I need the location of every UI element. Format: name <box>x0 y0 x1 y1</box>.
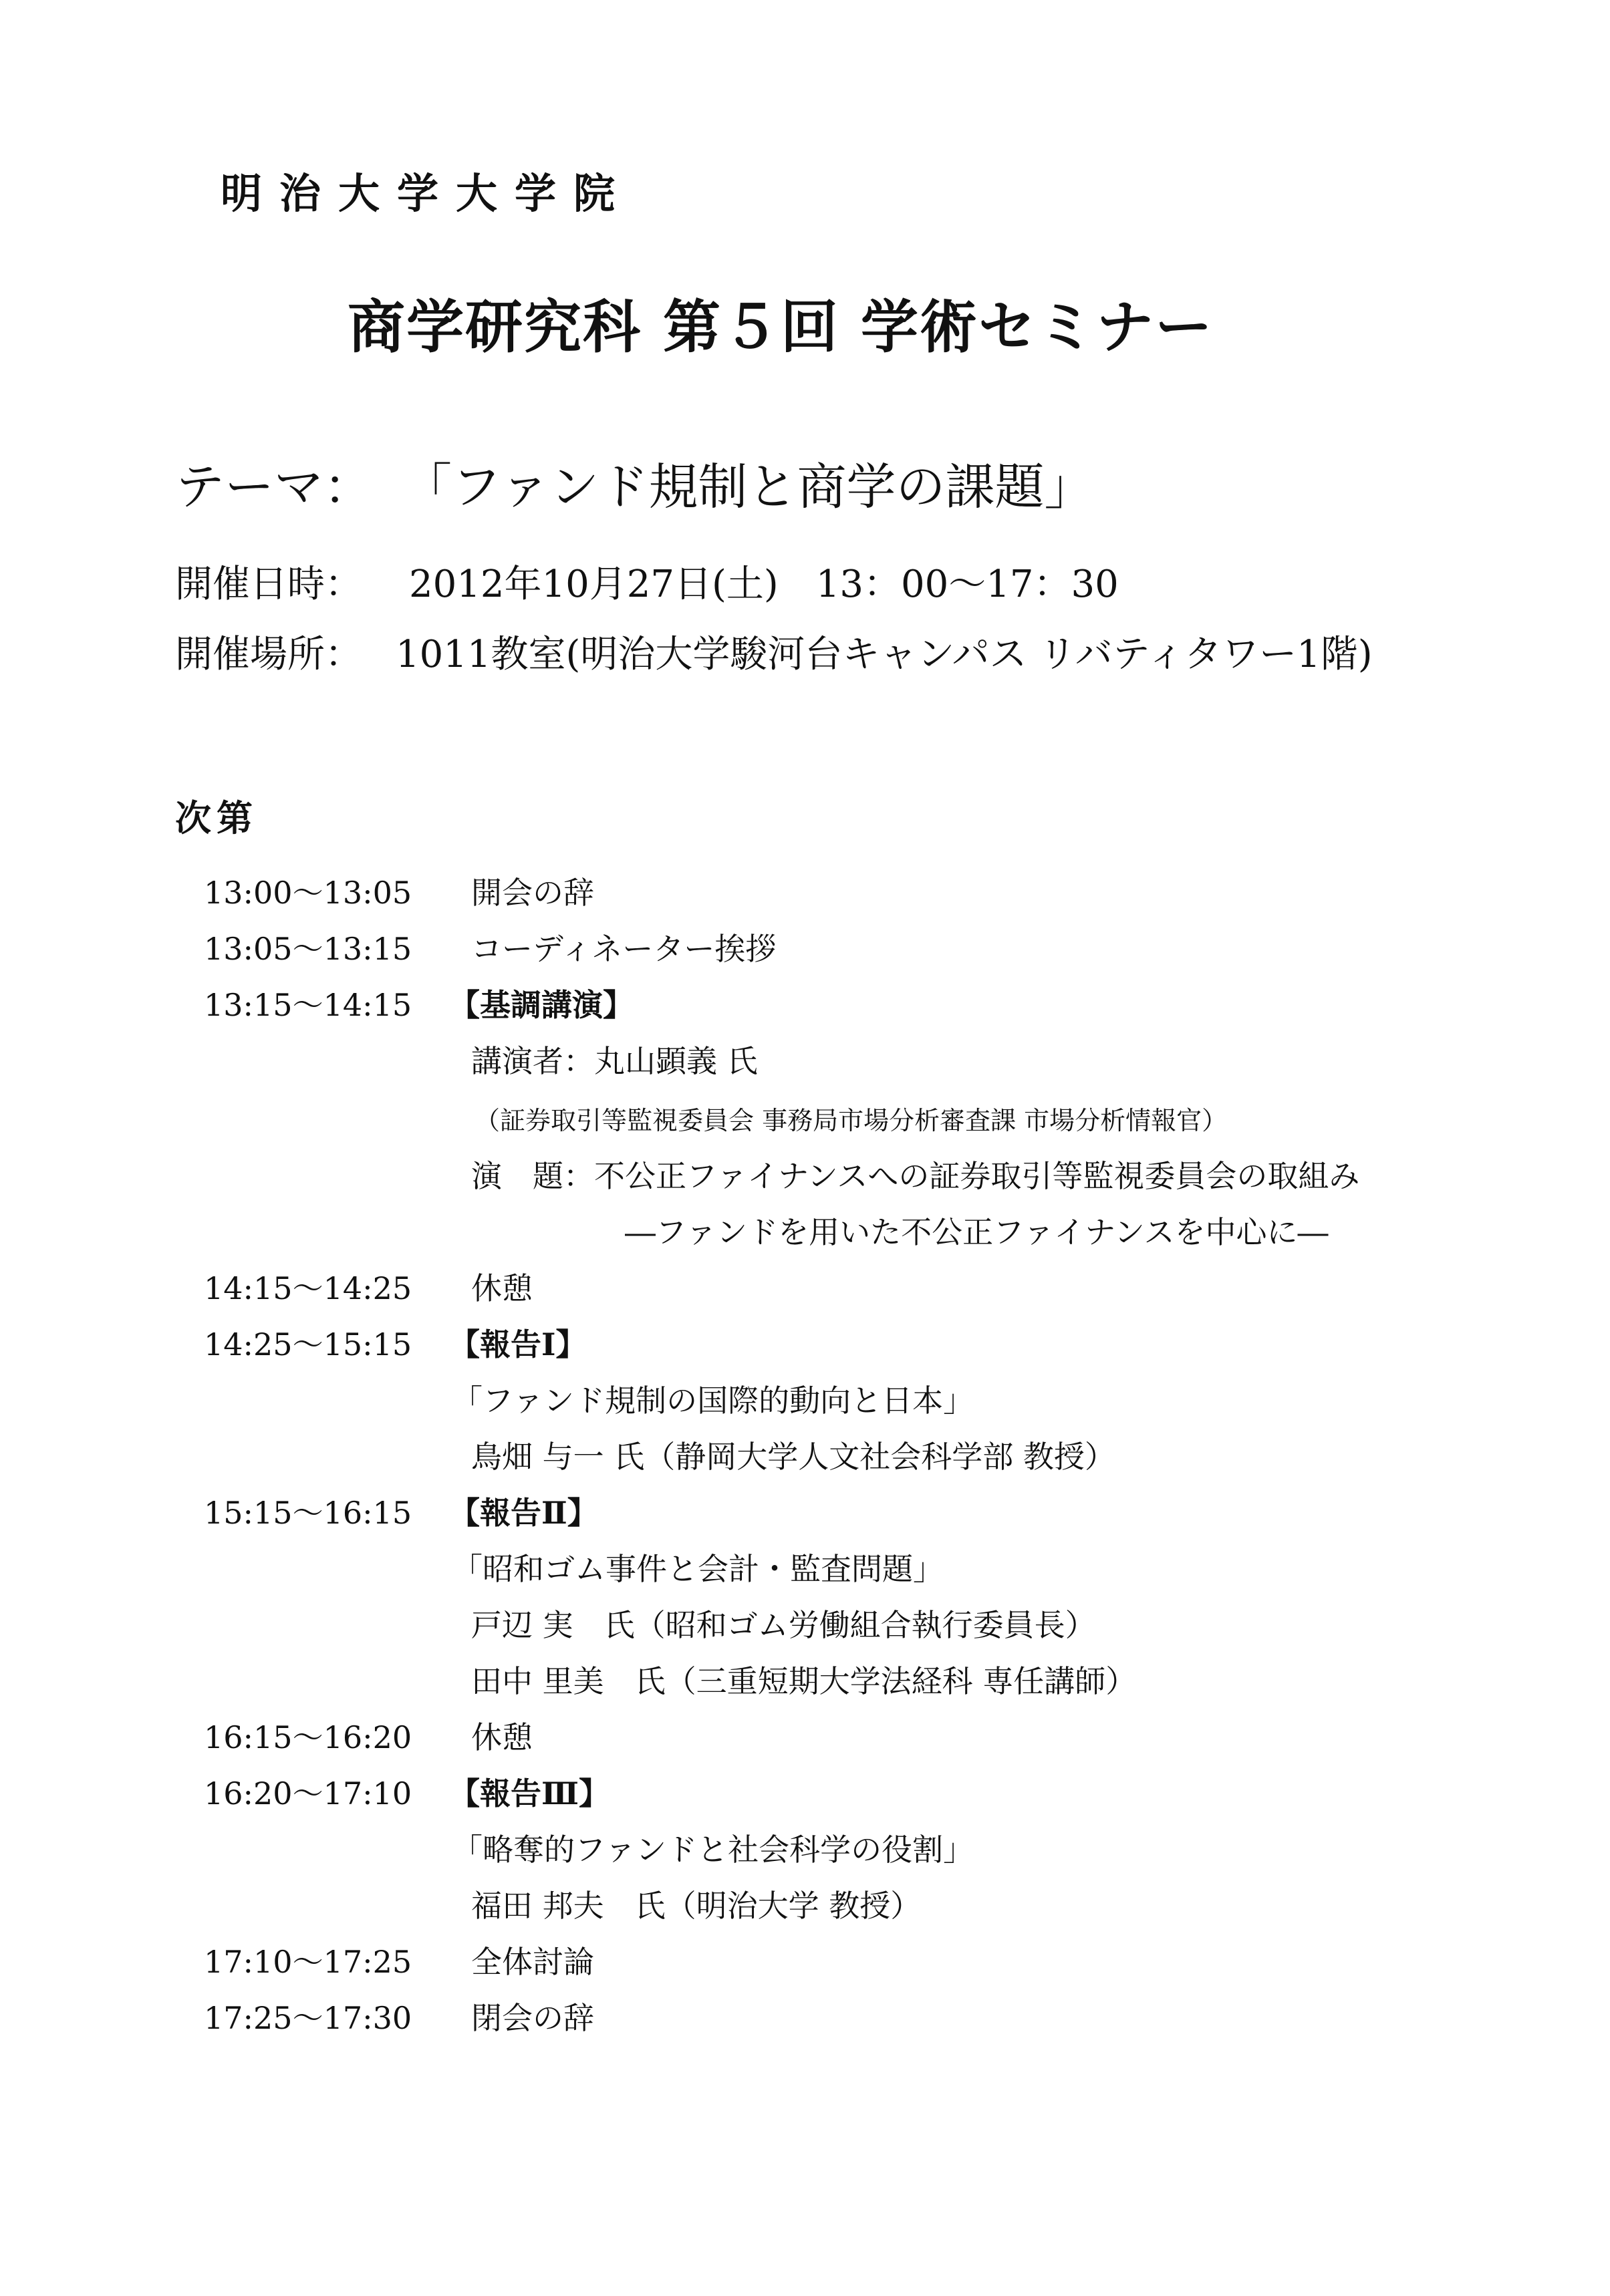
agenda-row <box>0 1377 1610 1430</box>
university-name: 明治大学大学院 <box>221 169 633 218</box>
agenda-row <box>0 1769 1610 1823</box>
agenda-row <box>0 1601 1610 1655</box>
agenda-speaker: 講演者：丸山顕義 氏 <box>471 1043 758 1079</box>
agenda-time: 17:10〜17:25 <box>204 1944 412 1980</box>
agenda-row <box>0 1096 1610 1149</box>
agenda-row <box>0 1713 1610 1767</box>
agenda-speaker: 戸辺 実 氏（昭和ゴム労働組合執行委員長） <box>471 1607 1096 1643</box>
agenda-row <box>0 1208 1610 1262</box>
agenda-time: 13:15〜14:15 <box>204 987 412 1023</box>
agenda-row <box>0 1826 1610 1879</box>
agenda-item: 全体討論 <box>471 1944 594 1980</box>
agenda-row <box>0 1152 1610 1205</box>
agenda-row <box>0 1433 1610 1486</box>
agenda-row <box>0 1545 1610 1598</box>
agenda-time: 15:15〜16:15 <box>204 1495 412 1531</box>
agenda-row <box>0 1264 1610 1318</box>
agenda-item: 閉会の辞 <box>471 2000 594 2036</box>
agenda-time: 13:00〜13:05 <box>204 875 412 911</box>
agenda-row <box>0 1037 1610 1091</box>
place-value: 1011教室(明治大学駿河台キャンパス リバティタワー1階) <box>396 633 1373 676</box>
theme-label: テーマ： <box>175 458 373 516</box>
agenda-report-title: 「昭和ゴム事件と会計・監査問題」 <box>452 1551 944 1587</box>
agenda-speaker: 鳥畑 与一 氏（静岡大学人文社会科学部 教授） <box>471 1439 1115 1475</box>
agenda-time: 14:25〜15:15 <box>204 1326 412 1362</box>
place-line <box>175 625 1373 678</box>
agenda-section-heading: 【報告Ⅰ】 <box>449 1326 587 1362</box>
agenda-item: コーディネーター挨拶 <box>471 931 777 967</box>
agenda-row <box>0 1657 1610 1711</box>
agenda-time: 16:15〜16:20 <box>204 1719 412 1755</box>
agenda-affiliation: （証券取引等監視委員会 事務局市場分析審査課 市場分析情報官） <box>475 1106 1228 1135</box>
place-label: 開催場所： <box>175 633 362 676</box>
date-value: 2012年10月27日(土) 13：00〜17：30 <box>409 563 1119 606</box>
agenda-row <box>0 1938 1610 1991</box>
agenda-time: 16:20〜17:10 <box>204 1775 412 1812</box>
agenda-section-heading: 【報告Ⅲ】 <box>449 1775 610 1812</box>
agenda-section-heading: 【報告Ⅱ】 <box>449 1495 598 1531</box>
date-label: 開催日時： <box>175 563 362 606</box>
agenda-row <box>0 1882 1610 1935</box>
agenda-time: 13:05〜13:15 <box>204 931 412 967</box>
agenda-item: 休憩 <box>471 1270 533 1306</box>
agenda-speaker: 田中 里美 氏（三重短期大学法経科 専任講師） <box>471 1663 1137 1699</box>
agenda-time: 17:25〜17:30 <box>204 2000 412 2036</box>
agenda-row <box>0 925 1610 978</box>
agenda-lecture-title: 演 題：不公正ファイナンスへの証券取引等監視委員会の取組み <box>471 1158 1360 1194</box>
agenda-row <box>0 981 1610 1034</box>
agenda-speaker: 福田 邦夫 氏（明治大学 教授） <box>471 1888 922 1924</box>
seminar-title: 商学研究科 第５回 学術セミナー <box>348 294 1214 361</box>
theme-value: 「ファンド規制と商学の課題」 <box>402 458 1094 516</box>
agenda-item: 開会の辞 <box>471 875 594 911</box>
agenda-row <box>0 1994 1610 2047</box>
agenda-time: 14:15〜14:25 <box>204 1270 412 1306</box>
agenda-row <box>0 1489 1610 1542</box>
agenda-row <box>0 1320 1610 1374</box>
agenda-lecture-subtitle: ―ファンドを用いた不公正ファイナンスを中心に― <box>625 1214 1329 1250</box>
date-line <box>175 555 1119 608</box>
agenda-section-heading: 【基調講演】 <box>449 987 634 1023</box>
theme-line <box>175 448 1094 519</box>
agenda-report-title: 「略奪的ファンドと社会科学の役割」 <box>452 1832 974 1868</box>
agenda-heading: 次第 <box>175 797 258 839</box>
agenda-report-title: 「ファンド規制の国際的動向と日本」 <box>452 1383 974 1419</box>
agenda-row <box>0 869 1610 922</box>
agenda-item: 休憩 <box>471 1719 533 1755</box>
